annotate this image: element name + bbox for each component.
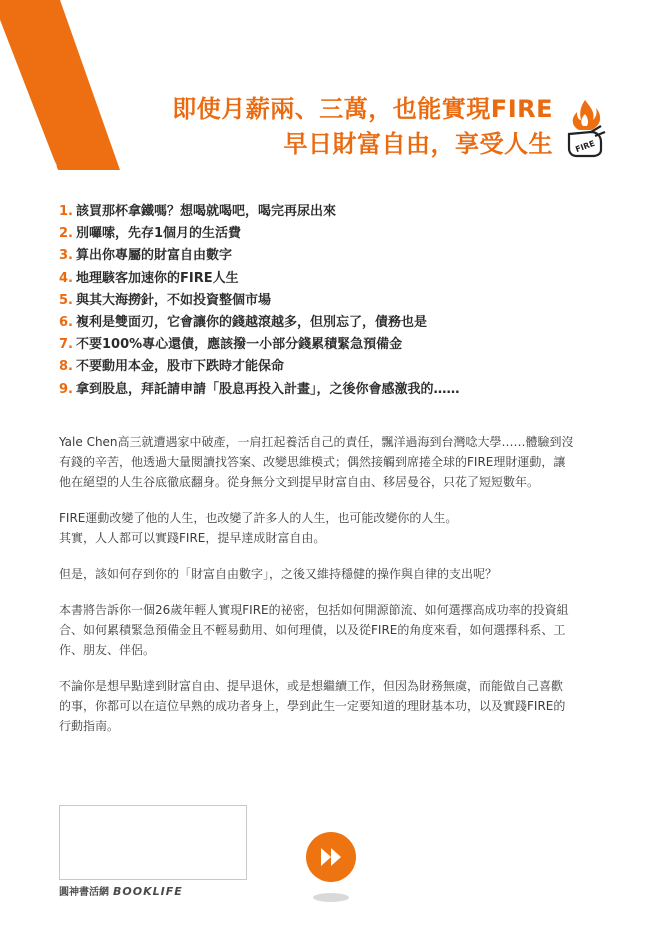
road-corner-graphic [0,0,120,170]
publisher-label [59,883,183,898]
list-item: 2. 別囉嗦，先存1個月的生活費 [59,226,242,242]
button-shadow [313,893,349,902]
key-points-list [59,201,460,401]
list-item: 8. 不要動用本金，股市下跌時才能保命 [59,359,284,375]
flame-hand-icon [561,96,609,160]
paragraph: FIRE運動改變了他的人生，也改變了許多人的人生，也可能改變你的人生。 其實，人人都可以實踐FIRE，提早達成財富自由。 [59,511,458,545]
list-item: 7. 不要100%專心還債，應該撥一小部分錢累積緊急預備金 [59,337,403,353]
booklife-logo: BOOKLIFE [113,885,183,898]
paragraph: Yale Chen高三就遭遇家中破產，一肩扛起養活自己的責任，飄洋過海到台灣唸大學……體驗到沒 有錢的辛苦，他透過大量閱讀找答案、改變思維模式；偶然接觸到席捲全球的FIRE理財運動，讓 他在絕望的人生谷底徹底翻身。從身無分文到提早財富自由、移居曼谷，只花了短短數年。 [59,435,574,489]
empty-frame [59,805,247,880]
list-item: 9. 拿到股息，拜託請申請「股息再投入計畫」，之後你會感激我的…… [59,381,460,397]
paragraph: 不論你是想早點達到財富自由、提早退休，或是想繼續工作，但因為財務無虞，而能做自己喜歡 的事，你都可以在這位早熟的成功者身上，學到此生一定要知道的理財基本功，以及實踐FIRE的 行動指南。 [59,679,566,733]
paragraph: 本書將告訴你一個26歲年輕人實現FIRE的祕密，包括如何開源節流、如何選擇高成功率的投資組 合、如何累積緊急預備金且不輕易動用、如何理債，以及從FIRE的角度來看，如何選擇科系、工 作、朋友、伴侶。 [59,603,569,657]
list-item: 5. 與其大海撈針，不如投資整個市場 [59,292,271,308]
description-body [59,432,609,752]
headline-line-2: 早日財富自由，享受人生 [283,130,553,158]
list-item: 4. 地理駭客加速你的FIRE人生 [59,270,239,286]
fast-forward-icon [306,832,356,882]
fire-badge-text: FIRE [574,138,597,155]
headline-line-1: 即使月薪兩、三萬，也能實現FIRE [172,95,553,123]
list-item: 6. 複利是雙面刃，它會讓你的錢越滾越多，但別忘了，債務也是 [59,315,427,331]
list-item: 3. 算出你專屬的財富自由數字 [59,248,232,264]
list-item: 1. 該買那杯拿鐵嗎？想喝就喝吧，喝完再尿出來 [59,204,336,219]
publisher-name: 圓神書活網 [59,887,109,898]
fast-forward-button[interactable] [306,832,356,882]
paragraph: 但是，該如何存到你的「財富自由數字」，之後又維持穩健的操作與自律的支出呢？ [59,567,498,581]
headline [172,92,553,162]
